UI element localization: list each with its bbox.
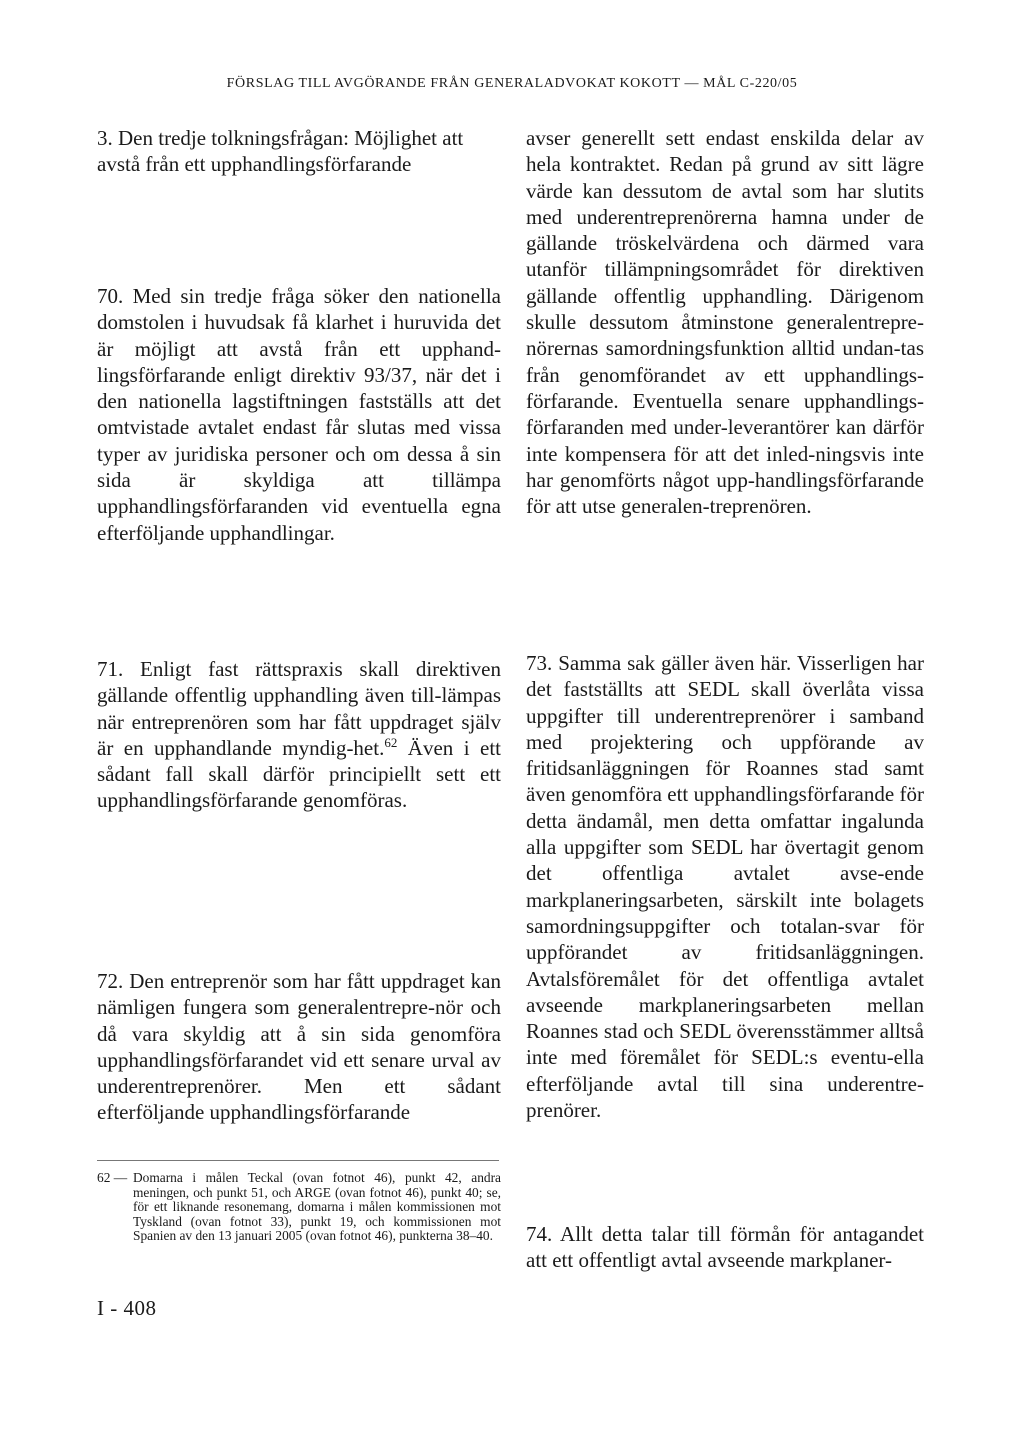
paragraph-74: 74. Allt detta talar till förmån för antagandet att ett offentligt avtal avseende markplaner- xyxy=(526,1222,924,1273)
paragraph-70: 70. Med sin tredje fråga söker den nationella domstolen i huvudsak få klarhet i huruvida det är möjligt att avstå från ett upphand-lingsförfarande enligt direktiv 93/37, när det i den nationella lagstiftningen fastställs att det omtvistade avtalet endast får slutas med vissa typer av juridiska personer och om dessa å sin sida är skyldiga att tillämpa upphandlingsförfaranden vid eventuella egna efterföljande upphandlingar. xyxy=(97,284,501,545)
paragraph-71 xyxy=(97,656,501,814)
footnote-reference[interactable]: 62 xyxy=(384,734,398,750)
running-head: FÖRSLAG TILL AVGÖRANDE FRÅN GENERALADVOKAT KOKOTT — MÅL C-220/05 xyxy=(226,76,798,91)
footnote-text: Domarna i målen Teckal (ovan fotnot 46), punkt 42, andra meningen, och punkt 51, och ARGE (ovan fotnot 46), punkt 40; se, för ett liknande resonemang, domarna i målen kommissionen mot Tyskland (ovan fotnot 33), punkt 19, och kommissionen mot Spanien av den 13 januari 2005 (ovan fotnot 46), punkterna 38–40. xyxy=(133,1170,501,1244)
paragraph-72-continuation: avser generellt sett endast enskilda delar av hela kontraktet. Redan på grund av sitt lägre värde kan dessutom de avtal som har slutits med underentreprenörerna hamna under de gällande tröskelvärdena och därmed vara utanför tillämpningsområdet för direktiven gällande offentlig upphandling. Därigenom skulle dessutom åtminstone generalentrepre-nörernas samordningsfunktion alltid undan-tas från genomförandet av ett upphandlings-förfarande. Eventuella senare upphandlings-förfaranden med under-leverantörer kan därför inte kompensera för att det inled-ningsvis inte har genomförts något upp-handlingsförfarande för att utse generalen-treprenören. xyxy=(526,126,924,519)
footnote-62 xyxy=(97,1171,501,1244)
section-heading: 3. Den tredje tolkningsfrågan: Möjlighet att avstå från ett upphandlingsförfarande xyxy=(97,126,464,177)
page-number: I - 408 xyxy=(97,1296,157,1320)
paragraph-72: 72. Den entreprenör som har fått uppdraget kan nämligen fungera som generalentrepre-nör och då vara skyldig att å sin sida genomföra upphandlingsförfarandet vid ett senare urval av underentreprenörer. Men ett sådant efterföljande upphandlingsförfarande xyxy=(97,969,501,1125)
paragraph-73: 73. Samma sak gäller även här. Visserligen har det fastställts att SEDL skall överlåta vissa uppgifter till underentreprenörer i samband med projektering och uppförande av fritidsanläggningen för Roannes stad samt även genomföra ett upphandlingsförfarande för detta ändamål, men detta omfattar ingalunda alla uppgifter som SEDL har övertagit genom det offentliga avtalet avse-ende markplaneringsarbeten, särskilt inte bolagets samordningsuppgifter och totalan-svar för uppförandet av fritidsanläggningen. Avtalsföremålet för det offentliga avtalet avseende markplaneringsarbeten mellan Roannes stad och SEDL överensstämmer alltså inte med föremålet för SEDL:s eventu-ella efterföljande avtal till sina underentre-prenörer. xyxy=(526,651,924,1123)
footnote-separator xyxy=(97,1160,499,1161)
paragraph-71-continuation: Även i ett sådant fall skall därför principiellt sett ett upphandlingsförfarande genomföras. xyxy=(97,735,501,813)
footnote-number: 62 — xyxy=(97,1170,128,1185)
paragraph-71-text: 71. Enligt fast rättspraxis skall direktiven gällande offentlig upphandling även till-lämpas när entreprenören som har fått uppdraget själv är en upphandlande myndig-het. xyxy=(97,657,501,760)
